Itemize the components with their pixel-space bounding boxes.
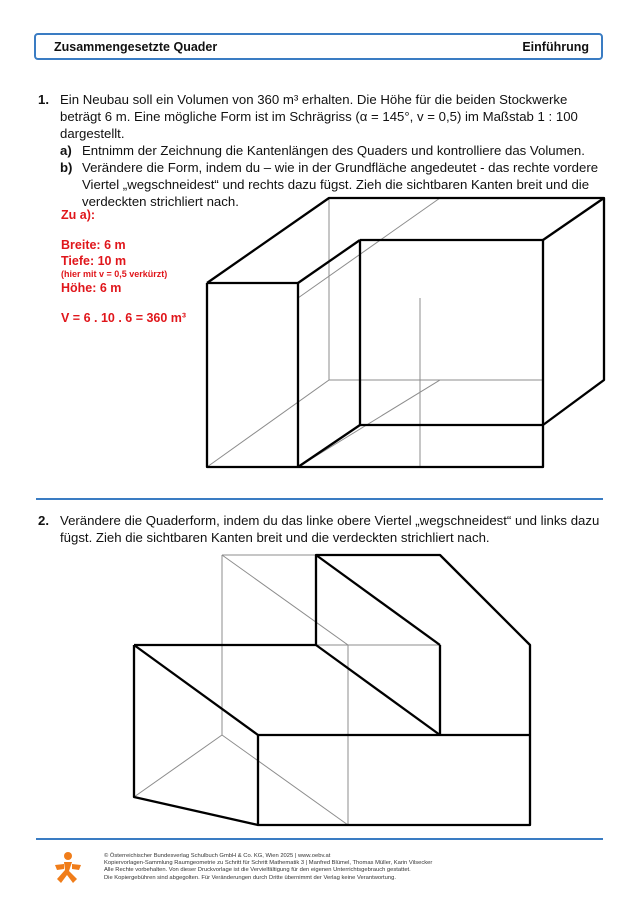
visible-outline bbox=[134, 555, 530, 825]
task-1a-label: a) bbox=[60, 143, 72, 158]
visible-edge bbox=[134, 645, 258, 735]
task-2-text: Verändere die Quaderform, indem du das linke obere Viertel „wegschneidest“ und links dazu fügst. Zieh die sichtbaren Kanten breit und die verdeckten strichliert nach. bbox=[60, 513, 600, 545]
footer-series: Kopiervorlagen-Sammlung Raumgeometrie zu Schritt für Schritt Mathematik 3 | Manfred Blümel, Thomas Müller, Karin Vilsecker bbox=[104, 860, 433, 867]
hidden-edge bbox=[222, 735, 348, 825]
header-title: Zusammengesetzte Quader bbox=[54, 39, 218, 54]
footer-divider bbox=[36, 838, 603, 840]
answer-width: Breite: 6 m bbox=[61, 238, 126, 252]
footer bbox=[104, 853, 524, 882]
task-1-text: Ein Neubau soll ein Volumen von 360 m³ erhalten. Die Höhe für die beiden Stockwerke beträgt 6 m. Eine mögliche Form ist im Schrägriss (α = 145°, v = 0,5) im Maßstab 1 : 100 dargestellt. bbox=[60, 92, 578, 141]
footer-rights: Alle Rechte vorbehalten. Von dieser Druckvorlage ist die Vervielfältigung für den eigenen Unterrichtsgebrauch gestattet. bbox=[104, 867, 411, 874]
task-1-number: 1. bbox=[38, 92, 49, 107]
task-2-number: 2. bbox=[38, 513, 49, 528]
task-1a-text: Entnimm der Zeichnung die Kantenlängen des Quaders und kontrolliere das Volumen. bbox=[82, 143, 585, 158]
header-section: Einführung bbox=[522, 39, 589, 54]
answer-height: Höhe: 6 m bbox=[61, 281, 122, 295]
hidden-edge bbox=[222, 555, 348, 645]
answer-depth-note: (hier mit v = 0,5 verkürzt) bbox=[61, 269, 168, 279]
hidden-edge bbox=[134, 735, 222, 797]
publisher-logo-icon bbox=[55, 851, 81, 885]
footer-disclaimer: Die Kopiergebühren sind abgegolten. Für Veränderungen durch Dritte übernimmt der Verlag keine Verantwortung. bbox=[104, 874, 396, 881]
answer-heading: Zu a): bbox=[61, 208, 96, 222]
task-1b-text: Verändere die Form, indem du – wie in der Grundfläche angedeutet - das rechte vordere Viertel „wegschneidest“ und rechts dazu fügst. Zieh die sichtbaren Kanten breit und die verdeckten strichliert nach. bbox=[82, 160, 599, 209]
visible-edge bbox=[316, 645, 440, 735]
visible-edge bbox=[316, 555, 440, 645]
task-1b-label: b) bbox=[60, 160, 73, 175]
answer-depth: Tiefe: 10 m bbox=[61, 254, 127, 268]
footer-copyright: © Österreichischer Bundesverlag Schulbuch GmbH & Co. KG, Wien 2025 | www.oebv.at bbox=[104, 853, 331, 859]
answer-volume: V = 6 . 10 . 6 = 360 m³ bbox=[61, 311, 187, 325]
